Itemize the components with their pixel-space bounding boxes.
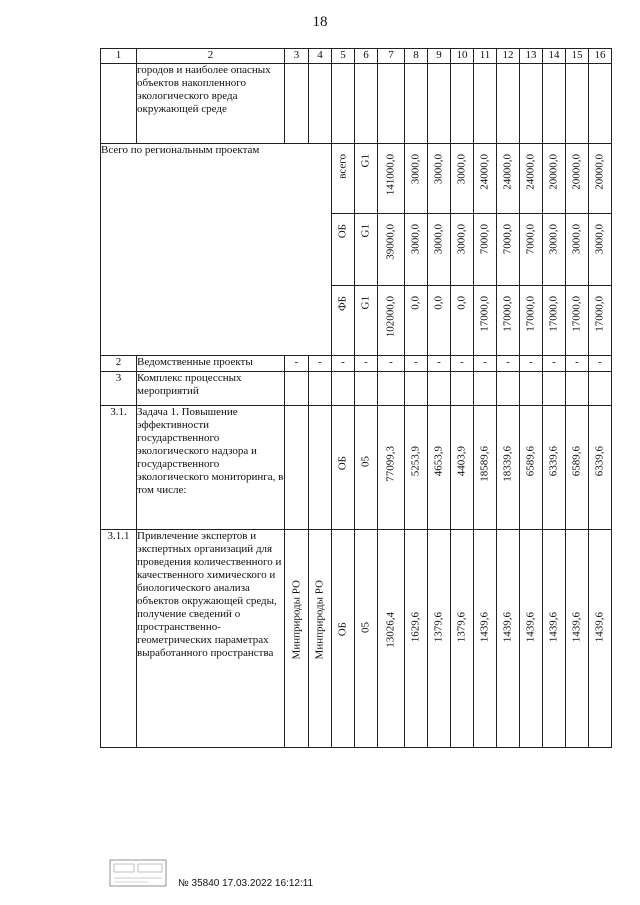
value-cell [497, 144, 520, 214]
value-cell [566, 406, 589, 530]
name-cell: Привлечение экспертов и экспертных организаций для проведения количественного и качественного химического и биологического анализа объектов окружающей среды, получение сведений о пространственно-геометрических параметрах выработанного пространства [137, 530, 285, 748]
value-text: 20000,0 [570, 154, 583, 190]
empty-cell [285, 64, 309, 144]
value-cell [405, 214, 428, 286]
code-cell [355, 214, 378, 286]
value-cell [378, 286, 405, 356]
value-text: 1439,6 [547, 612, 560, 643]
page-number: 18 [312, 14, 328, 30]
value-text: 17000,0 [524, 296, 537, 332]
header-cell: 6 [355, 49, 378, 64]
value-text: 3000,0 [455, 224, 468, 255]
value-text: 0,0 [455, 296, 468, 310]
value-text: 7000,0 [478, 224, 491, 255]
index-cell: 3 [101, 372, 137, 406]
source-text: ОБ [336, 456, 349, 471]
value-text: 6589,6 [570, 446, 583, 477]
dash-cell: - [309, 356, 332, 372]
code-cell [355, 286, 378, 356]
value-cell [566, 286, 589, 356]
empty-cell [428, 372, 451, 406]
table-row [101, 372, 612, 406]
index-cell: 2 [101, 356, 137, 372]
value-text: 3000,0 [570, 224, 583, 255]
empty-cell [566, 372, 589, 406]
value-cell [497, 214, 520, 286]
empty-cell [378, 372, 405, 406]
value-text: 17000,0 [501, 296, 514, 332]
code-cell [355, 530, 378, 748]
index-cell: 3.1. [101, 406, 137, 530]
source-text: ФБ [336, 296, 349, 312]
value-cell [520, 530, 543, 748]
empty-cell [589, 64, 612, 144]
name-cell: Комплекс процессных мероприятий [137, 372, 285, 406]
source-text: ОБ [336, 224, 349, 239]
value-text: 1439,6 [593, 612, 606, 643]
value-cell [428, 286, 451, 356]
value-text: 1439,6 [478, 612, 491, 643]
value-cell [543, 214, 566, 286]
executor-text: Минприроды РО [313, 580, 326, 660]
source-cell [332, 144, 355, 214]
empty-cell [405, 372, 428, 406]
value-cell [451, 144, 474, 214]
value-cell [474, 406, 497, 530]
value-cell [428, 530, 451, 748]
empty-cell [474, 372, 497, 406]
value-text: 6339,6 [593, 446, 606, 477]
value-cell [451, 406, 474, 530]
header-cell: 14 [543, 49, 566, 64]
value-cell [520, 214, 543, 286]
code-text: G1 [359, 296, 372, 310]
empty-cell [589, 372, 612, 406]
dash-cell: - [355, 356, 378, 372]
table-row [101, 356, 612, 372]
value-cell [405, 286, 428, 356]
header-cell: 11 [474, 49, 497, 64]
dash-cell: - [589, 356, 612, 372]
empty-cell [332, 64, 355, 144]
dash-cell: - [378, 356, 405, 372]
index-cell: 3.1.1 [101, 530, 137, 748]
value-text: 24000,0 [501, 154, 514, 190]
empty-cell [309, 406, 332, 530]
value-text: 13026,4 [384, 612, 397, 648]
executor-cell [285, 530, 309, 748]
header-cell: 4 [309, 49, 332, 64]
name-cell: Задача 1. Повышение эффективности государственного экологического надзора и государственного экологического мониторинга, в том числе: [137, 406, 285, 530]
value-text: 1629,6 [409, 612, 422, 643]
value-cell [428, 214, 451, 286]
dash-cell: - [566, 356, 589, 372]
value-cell [520, 144, 543, 214]
empty-cell [497, 64, 520, 144]
footer [108, 858, 328, 898]
value-cell [589, 214, 612, 286]
empty-cell [497, 372, 520, 406]
value-cell [566, 214, 589, 286]
budget-table [100, 48, 612, 748]
value-text: 77099,3 [384, 446, 397, 482]
value-cell [474, 286, 497, 356]
name-cell: городов и наиболее опасных объектов накопленного экологического вреда окружающей среде [137, 64, 285, 144]
value-cell [451, 286, 474, 356]
dash-cell: - [543, 356, 566, 372]
value-cell [543, 286, 566, 356]
code-text: G1 [359, 154, 372, 168]
source-cell [332, 286, 355, 356]
value-cell [474, 214, 497, 286]
source-cell [332, 214, 355, 286]
value-cell [378, 144, 405, 214]
dash-cell: - [451, 356, 474, 372]
header-cell: 5 [332, 49, 355, 64]
header-cell: 12 [497, 49, 520, 64]
value-text: 1439,6 [524, 612, 537, 643]
table-row [101, 64, 612, 144]
code-text: 05 [359, 456, 372, 467]
value-cell [497, 406, 520, 530]
source-text: ОБ [336, 622, 349, 637]
header-cell: 2 [137, 49, 285, 64]
value-text: 1439,6 [570, 612, 583, 643]
code-text: G1 [359, 224, 372, 238]
value-cell [497, 286, 520, 356]
value-text: 20000,0 [593, 154, 606, 190]
header-row [101, 49, 612, 64]
header-cell: 8 [405, 49, 428, 64]
empty-cell [520, 64, 543, 144]
value-text: 5253,9 [409, 446, 422, 477]
name-cell: Ведомственные проекты [137, 356, 285, 372]
empty-cell [285, 406, 309, 530]
header-cell: 15 [566, 49, 589, 64]
value-text: 3000,0 [593, 224, 606, 255]
value-cell [566, 530, 589, 748]
empty-cell [355, 372, 378, 406]
value-text: 3000,0 [455, 154, 468, 185]
value-cell [589, 286, 612, 356]
value-cell [543, 406, 566, 530]
value-cell [589, 406, 612, 530]
value-text: 1379,6 [432, 612, 445, 643]
value-text: 4653,9 [432, 446, 445, 477]
header-cell: 16 [589, 49, 612, 64]
registration-stamp-icon [108, 858, 168, 888]
index-cell [101, 64, 137, 144]
value-text: 0,0 [432, 296, 445, 310]
header-cell: 9 [428, 49, 451, 64]
value-text: 39000,0 [384, 224, 397, 260]
value-text: 1379,6 [455, 612, 468, 643]
value-text: 7000,0 [524, 224, 537, 255]
code-cell [355, 406, 378, 530]
value-cell [378, 406, 405, 530]
value-text: 7000,0 [501, 224, 514, 255]
value-cell [543, 530, 566, 748]
value-cell [428, 144, 451, 214]
empty-cell [566, 64, 589, 144]
header-cell: 3 [285, 49, 309, 64]
value-cell [378, 214, 405, 286]
source-cell [332, 530, 355, 748]
regional-total-label: Всего по региональным проектам [101, 144, 332, 356]
dash-cell: - [474, 356, 497, 372]
table-row [101, 144, 612, 214]
value-cell [543, 144, 566, 214]
value-text: 24000,0 [524, 154, 537, 190]
empty-cell [451, 372, 474, 406]
value-text: 17000,0 [593, 296, 606, 332]
empty-cell [309, 64, 332, 144]
value-text: 17000,0 [478, 296, 491, 332]
value-text: 3000,0 [547, 224, 560, 255]
header-cell: 7 [378, 49, 405, 64]
source-text: всего [336, 154, 349, 179]
empty-cell [543, 372, 566, 406]
value-text: 18339,6 [501, 446, 514, 482]
value-cell [378, 530, 405, 748]
empty-cell [309, 372, 332, 406]
value-text: 17000,0 [547, 296, 560, 332]
value-cell [405, 144, 428, 214]
value-cell [474, 530, 497, 748]
value-text: 6339,6 [547, 446, 560, 477]
value-cell [451, 530, 474, 748]
value-cell [451, 214, 474, 286]
value-cell [520, 406, 543, 530]
header-cell: 1 [101, 49, 137, 64]
value-cell [589, 530, 612, 748]
empty-cell [285, 372, 309, 406]
value-cell [497, 530, 520, 748]
dash-cell: - [332, 356, 355, 372]
value-text: 102000,0 [384, 296, 397, 338]
table-row [101, 530, 612, 748]
code-cell [355, 144, 378, 214]
dash-cell: - [285, 356, 309, 372]
empty-cell [474, 64, 497, 144]
empty-cell [543, 64, 566, 144]
value-text: 3000,0 [409, 224, 422, 255]
value-text: 20000,0 [547, 154, 560, 190]
empty-cell [451, 64, 474, 144]
value-text: 3000,0 [409, 154, 422, 185]
empty-cell [378, 64, 405, 144]
empty-cell [428, 64, 451, 144]
value-cell [520, 286, 543, 356]
stamp-text: № 35840 17.03.2022 16:12:11 [178, 878, 314, 889]
dash-cell: - [428, 356, 451, 372]
empty-cell [332, 372, 355, 406]
value-cell [566, 144, 589, 214]
value-text: 141000,0 [384, 154, 397, 196]
value-text: 3000,0 [432, 224, 445, 255]
value-text: 4403,9 [455, 446, 468, 477]
value-cell [589, 144, 612, 214]
value-text: 18589,6 [478, 446, 491, 482]
value-cell [405, 530, 428, 748]
value-text: 0,0 [409, 296, 422, 310]
value-text: 6589,6 [524, 446, 537, 477]
dash-cell: - [405, 356, 428, 372]
dash-cell: - [520, 356, 543, 372]
code-text: 05 [359, 622, 372, 633]
executor-cell [309, 530, 332, 748]
table-row [101, 406, 612, 530]
dash-cell: - [497, 356, 520, 372]
header-cell: 10 [451, 49, 474, 64]
source-cell [332, 406, 355, 530]
header-cell: 13 [520, 49, 543, 64]
value-text: 3000,0 [432, 154, 445, 185]
empty-cell [405, 64, 428, 144]
value-cell [405, 406, 428, 530]
value-cell [474, 144, 497, 214]
empty-cell [520, 372, 543, 406]
value-text: 1439,6 [501, 612, 514, 643]
value-text: 24000,0 [478, 154, 491, 190]
empty-cell [355, 64, 378, 144]
value-text: 17000,0 [570, 296, 583, 332]
executor-text: Минприроды РО [290, 580, 302, 660]
value-cell [428, 406, 451, 530]
